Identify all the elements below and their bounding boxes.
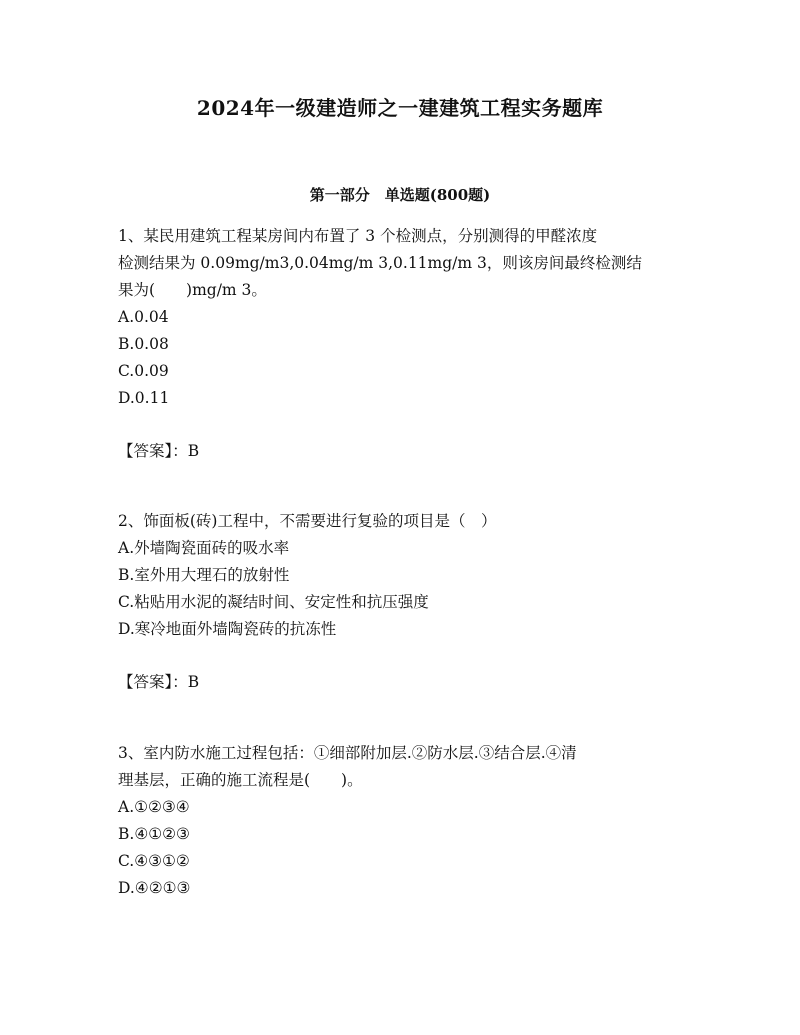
option-b: B.0.08 [118,335,169,353]
option-c: C.粘贴用水泥的凝结时间、安定性和抗压强度 [118,593,429,611]
section-title: 第一部分 单选题(800题) [309,186,491,204]
question-1 [118,223,688,465]
option-c: C.0.09 [118,362,169,380]
document-title: 2024年一级建造师之一建建筑工程实务题库 [196,96,604,120]
answer-line: 【答案】：B [118,442,200,460]
option-b: B.④①②③ [118,825,190,843]
option-d: D.④②①③ [118,879,191,897]
option-b: B.室外用大理石的放射性 [118,566,290,584]
question-2 [118,508,688,696]
option-d: D.寒冷地面外墙陶瓷砖的抗冻性 [118,620,337,638]
option-d: D.0.11 [118,389,170,407]
question-stem-line: 检测结果为 0.09mg/m3,0.04mg/m 3,0.11mg/m 3，则该房间最终检测结 [118,254,642,272]
option-a: A.①②③④ [118,798,190,816]
option-a: A.外墙陶瓷面砖的吸水率 [118,539,290,557]
question-3 [118,740,688,902]
question-stem-line: 1、某民用建筑工程某房间内布置了 3 个检测点，分别测得的甲醛浓度 [118,227,598,245]
question-stem-line: 理基层，正确的施工流程是( )。 [118,771,363,789]
option-c: C.④③①② [118,852,190,870]
question-stem-line: 3、室内防水施工过程包括：①细部附加层.②防水层.③结合层.④清 [118,744,577,762]
question-stem-line: 果为( )mg/m 3。 [118,281,267,299]
option-a: A.0.04 [118,308,169,326]
answer-line: 【答案】：B [118,673,200,691]
question-stem-line: 2、饰面板(砖)工程中，不需要进行复验的项目是（ ） [118,512,497,530]
